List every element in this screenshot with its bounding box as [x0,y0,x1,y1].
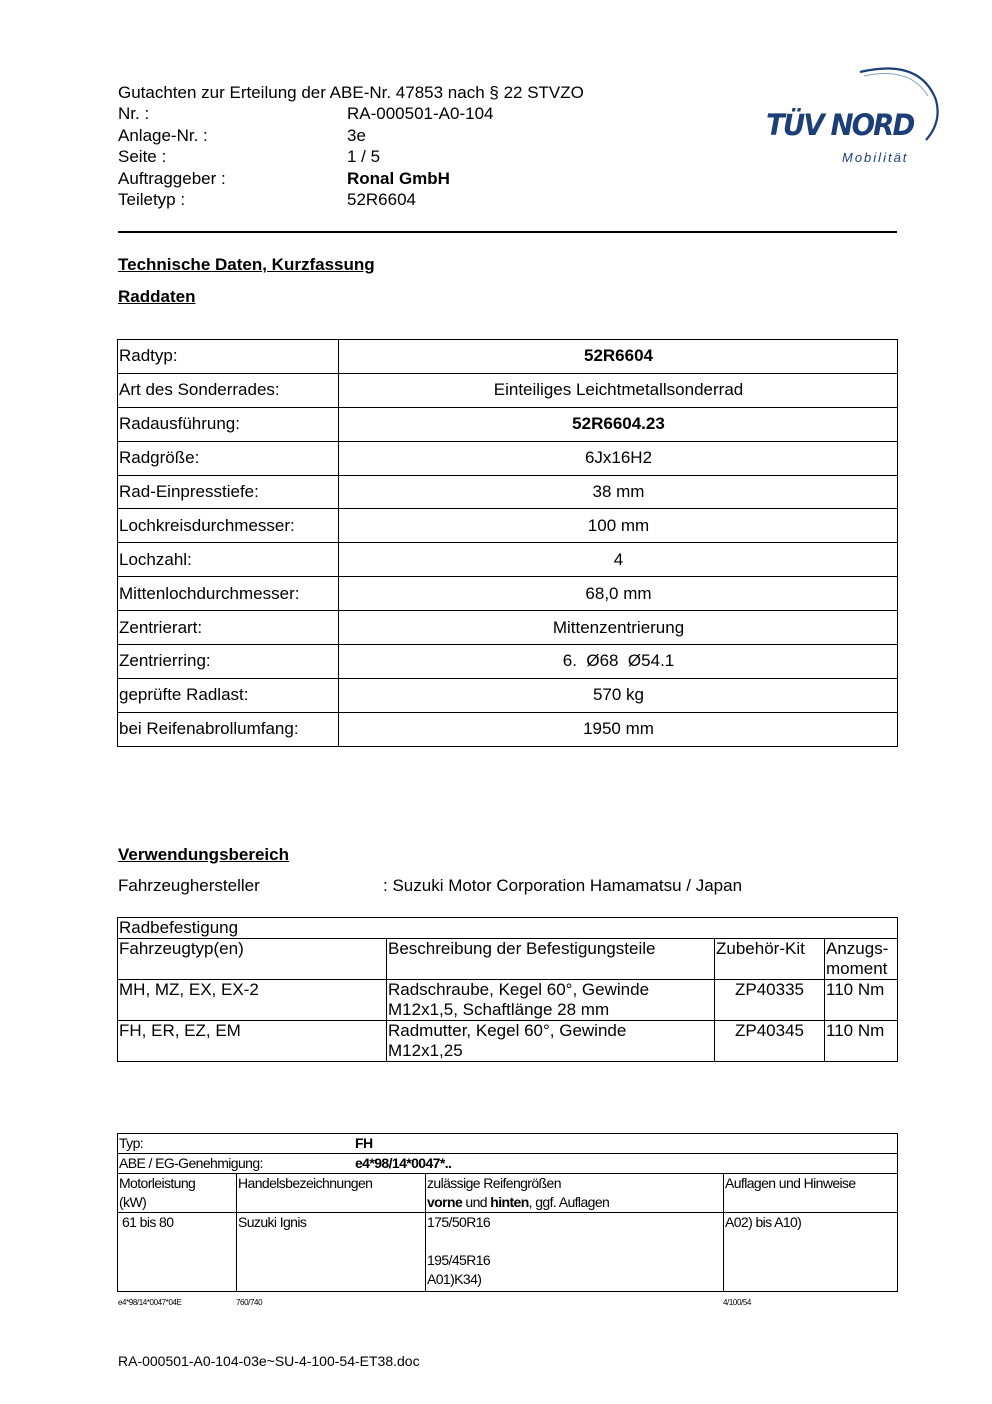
row-value: 38 mm [339,475,898,509]
section-heading-wheel: Raddaten [118,287,196,306]
row-value: 68,0 mm [339,577,898,611]
table-row [118,577,898,611]
row-value: Mittenzentrierung [339,611,898,645]
description-line: M12x1,25 [388,1041,463,1060]
header-value: 3e [347,125,366,145]
column-header-power [118,1174,237,1213]
footnote-weight: 760/740 [236,1298,263,1307]
cell-description [387,1021,715,1062]
header-key: Auftraggeber : [118,168,226,188]
table-row [118,543,898,577]
header-row-nr [118,103,584,124]
cell-kit: ZP40335 [715,980,825,1021]
manufacturer-value: : Suzuki Motor Corporation Hamamatsu / Japan [383,876,743,895]
table-row [118,1021,898,1062]
table-row [118,475,898,509]
header-key: Anlage-Nr. : [118,125,208,145]
header-key: Teiletyp : [118,190,186,210]
footnote-bolt: 4/100/54 [723,1298,751,1307]
cell-description [387,980,715,1021]
table-row [118,1134,898,1154]
abe-value: e4*98/14*0047*.. [355,1155,452,1171]
typ-label: Typ: [119,1135,144,1151]
fastening-table [117,917,898,1062]
manufacturer-label: Fahrzeughersteller [118,876,260,895]
row-label: Art des Sonderrades: [118,373,339,407]
description-line: M12x1,5, Schaftlänge 28 mm [388,1000,610,1019]
typ-value: FH [355,1135,373,1151]
table-header-row [118,939,898,980]
column-header: Anzugs- moment [825,939,898,980]
tuv-nord-logo [760,60,940,170]
header-bold: hinten [490,1194,529,1210]
logo-subtitle: Mobilität [842,150,909,165]
row-label: bei Reifenabrollumfang: [118,712,339,746]
header-key: Seite : [118,147,167,167]
header-row-seite [118,146,584,167]
column-header-notes: Auflagen und Hinweise [724,1174,898,1213]
description-line: Radschraube, Kegel 60°, Gewinde [388,980,650,999]
cell-torque: 110 Nm [825,1021,898,1062]
tyre-size: 195/45R16 [427,1252,491,1268]
table-row [118,407,898,441]
header-row-anlage [118,125,584,146]
row-label: Rad-Einpresstiefe: [118,475,339,509]
row-value: 570 kg [339,678,898,712]
header-line: zulässige Reifengrößen [427,1175,561,1191]
typ-row [118,1134,898,1154]
abe-row [118,1154,898,1174]
row-label: Radgröße: [118,441,339,475]
header-value: 52R6604 [347,190,417,210]
header-line [427,1193,722,1212]
header-line: Motorleistung [119,1175,196,1191]
table-row [118,611,898,645]
row-label: Zentrierart: [118,611,339,645]
wheel-data-table [117,339,898,747]
column-header: Zubehör-Kit [715,939,825,980]
table-row [118,980,898,1021]
column-header-tyres [426,1174,724,1213]
header-value: 1 / 5 [347,147,381,167]
table-row [118,918,898,939]
table-row [118,509,898,543]
header-row-teiletyp [118,189,584,210]
table-header-row [118,1174,898,1213]
table-row [118,373,898,407]
row-value: 6Jx16H2 [339,441,898,475]
row-label: Mittenlochdurchmesser: [118,577,339,611]
section-heading-tech: Technische Daten, Kurzfassung [118,255,375,274]
column-header: Beschreibung der Befestigungsteile [387,939,715,980]
row-label: Lochzahl: [118,543,339,577]
header-value: RA-000501-A0-104 [347,104,494,124]
cell-vehicle-types: FH, ER, EZ, EM [118,1021,387,1062]
fastening-title: Radbefestigung [118,918,898,939]
row-label: Radausführung: [118,407,339,441]
cell-tyres [426,1213,724,1292]
table-row [118,441,898,475]
table-row [118,340,898,374]
tyre-note: A01)K34) [427,1271,482,1287]
document-filename: RA-000501-A0-104-03e~SU-4-100-54-ET38.doc [118,1353,420,1369]
row-value: 100 mm [339,509,898,543]
table-row [118,712,898,746]
table-row [118,678,898,712]
column-header: Fahrzeugtyp(en) [118,939,387,980]
abe-label: ABE / EG-Genehmigung: [119,1155,263,1171]
table-row [118,645,898,679]
row-label: Zentrierring: [118,645,339,679]
header-line: (kW) [119,1194,147,1210]
cell-kit: ZP40345 [715,1021,825,1062]
header-value: Ronal GmbH [347,168,450,188]
header-divider [118,231,897,233]
row-value: 52R6604 [339,340,898,374]
row-value: 52R6604.23 [339,407,898,441]
row-value: 6. Ø68 Ø54.1 [339,645,898,679]
header-row-auftraggeber [118,168,584,189]
row-label: Radtyp: [118,340,339,374]
header-text: und [462,1194,491,1210]
document-title: Gutachten zur Erteilung der ABE-Nr. 47853 nach § 22 STVZO [118,83,584,102]
vehicle-type-table [117,1133,898,1292]
table-row [118,1154,898,1174]
column-header-trade: Handelsbezeichnungen [237,1174,426,1213]
footnote-approval: e4*98/14*0047*04E [118,1298,182,1307]
header-bold: vorne [427,1194,463,1210]
header-text: , ggf. Auflagen [528,1194,610,1210]
table-row [118,1213,898,1292]
cell-vehicle-types: MH, MZ, EX, EX-2 [118,980,387,1021]
row-value: Einteiliges Leichtmetallsonderrad [339,373,898,407]
row-value: 1950 mm [339,712,898,746]
description-line: Radmutter, Kegel 60°, Gewinde [388,1021,627,1040]
row-label: Lochkreisdurchmesser: [118,509,339,543]
cell-notes: A02) bis A10) [724,1213,898,1292]
logo-wordmark: TÜV NORD [766,108,914,142]
spacer [427,1232,722,1251]
row-label: geprüfte Radlast: [118,678,339,712]
tyre-size: 175/50R16 [427,1214,491,1230]
header-key: Nr. : [118,104,150,124]
cell-power: 61 bis 80 [118,1213,237,1292]
cell-trade: Suzuki Ignis [237,1213,426,1292]
row-value: 4 [339,543,898,577]
section-heading-usage: Verwendungsbereich [118,845,289,864]
document-header [118,82,584,210]
cell-torque: 110 Nm [825,980,898,1021]
